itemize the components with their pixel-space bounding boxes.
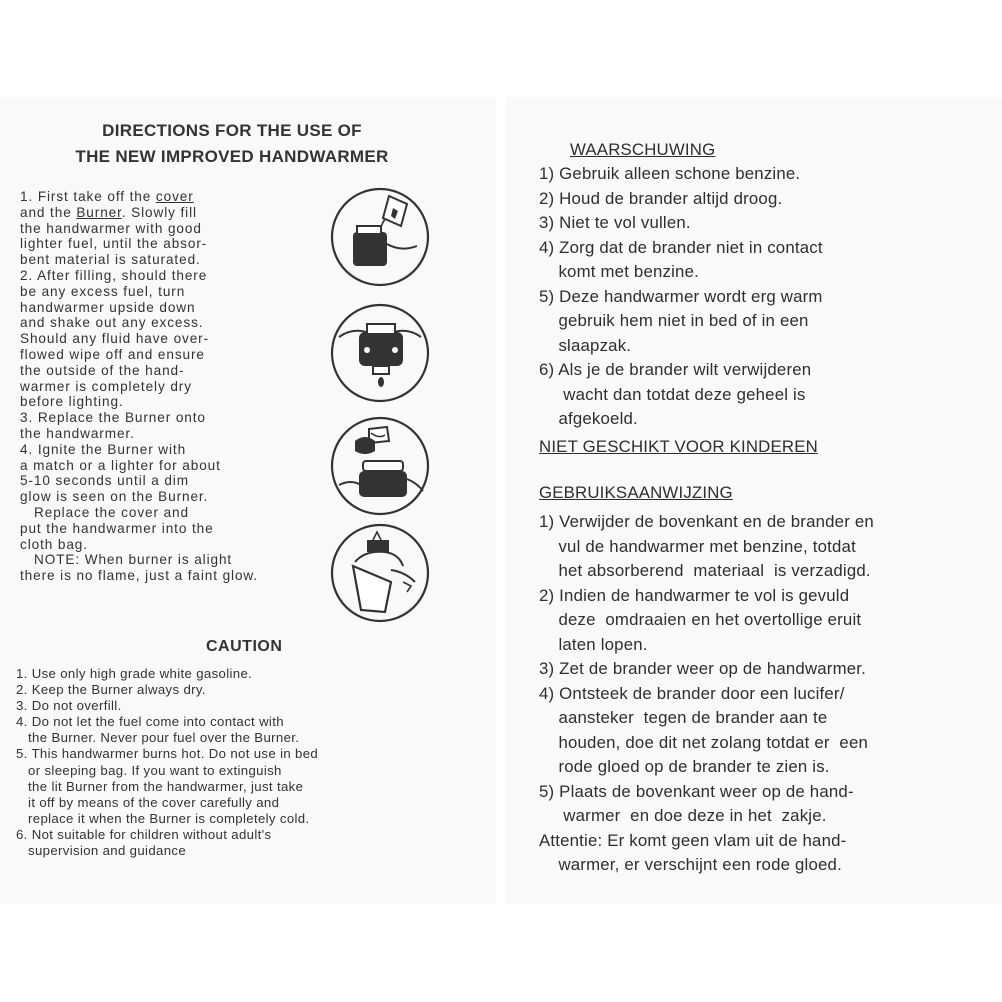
shake-out-excess-icon (329, 302, 431, 404)
ignite-burner-icon (329, 522, 431, 624)
warning-heading: WAARSCHUWING (570, 140, 716, 159)
english-instructions-card (0, 97, 496, 904)
fuel-filling-icon (329, 186, 431, 288)
instructions-list: 1) Verwijder de bovenkant en de brander en vul de handwarmer met benzine, totdat het absorberend materiaal is verzadigd. 2) Indien de handwarmer te vol is gevuld deze omdraaien en het overtollige eruit laten lopen. 3) Zet de brander weer op de handwarmer. 4) Ontsteek de brander door een lucifer/ aansteker tegen de brander aan te houden, doe dit net zolang totdat er een rode gloed op de brander te zien is. 5) Plaats de bovenkant weer op de hand- warmer en doe deze in het zakje. Attentie: Er komt geen vlam uit de hand- warmer, er verschijnt een rode gloed. (539, 512, 874, 874)
directions-steps: 1. First take off the cover and the Burner. Slowly fill the handwarmer with good lighter fuel, until the absor- bent material is saturated. 2. After filling, should there be any excess fuel, turn handwarmer upside down and shake out any excess. Should any fluid have over- flowed wipe off and ensure the outside of the hand- warmer is completely dry before lighting. 3. Replace the Burner onto the handwarmer. 4. Ignite the Burner with a match or a lighter for about 5-10 seconds until a dim glow is seen on the Burner. Replace the cover and put the handwarmer into the cloth bag. NOTE: When burner is alight there is no flame, just a faint glow. (20, 189, 259, 584)
not-suitable-heading: NIET GESCHIKT VOOR KINDEREN (539, 437, 818, 456)
cover-underlined: cover (155, 189, 194, 204)
instructions-heading: GEBRUIKSAANWIJZING (539, 483, 733, 502)
replace-burner-icon (329, 415, 431, 517)
dutch-instructions-card (506, 97, 1002, 904)
warning-list: 1) Gebruik alleen schone benzine. 2) Houd de brander altijd droog. 3) Niet te vol vullen. 4) Zorg dat de brander niet in contact komt met benzine. 5) Deze handwarmer wordt erg warm gebruik hem niet in bed of in een slaapzak. 6) Als je de brander wilt verwijderen wacht dan totdat deze geheel is afgekoeld. (539, 164, 823, 428)
title-line-2: THE NEW IMPROVED HANDWARMER (75, 147, 389, 166)
caution-list: 1. Use only high grade white gasoline. 2. Keep the Burner always dry. 3. Do not overfill. 4. Do not let the fuel come into contact with the Burner. Never pour fuel over the Burner. 5. This handwarmer burns hot. Do not use in bed or sleeping bag. If you want to extinguish the lit Burner from the handwarmer, just take it off by means of the cover carefully and replace it when the Burner is completely cold. 6. Not suitable for children without adult's supervision and guidance (16, 666, 319, 859)
burner-underlined: Burner (76, 204, 122, 220)
title-line-1: DIRECTIONS FOR THE USE OF (102, 121, 362, 140)
caution-heading: CAUTION (206, 638, 283, 655)
